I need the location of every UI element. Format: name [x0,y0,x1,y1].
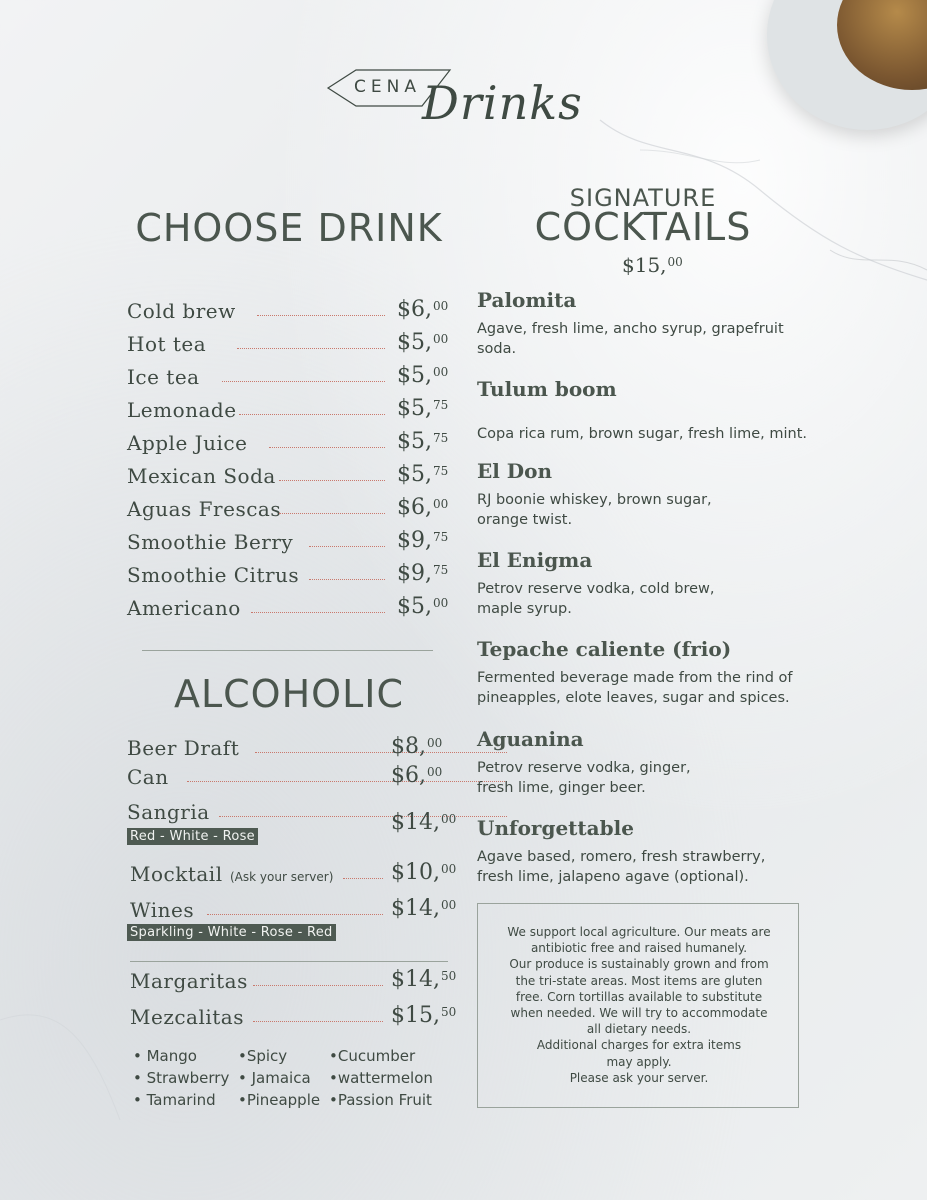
flavor-item: • Tamarind [133,1091,216,1109]
drink-row [127,431,450,461]
drink-row [127,530,450,560]
item-price: $6,00 [391,763,443,788]
cocktail-description: Copa rica rum, brown sugar, fresh lime, mint. [477,426,808,442]
item-price: $5,00 [397,330,449,355]
item-name: Margaritas [130,969,248,993]
info-line: Our produce is sustainably grown and from [509,957,769,972]
item-name: Aguas Frescas [127,497,282,521]
item-name: Smoothie Citrus [127,563,300,587]
flavor-item: •Pineapple [238,1091,321,1109]
item-name: Lemonade [127,398,237,422]
alcohol-divider [130,961,448,962]
cocktail-description: Petrov reserve vodka, cold brew, maple syrup. [477,581,715,617]
alcohol-row-mezcalitas [127,1003,457,1035]
logo-brand: CENA [354,77,421,97]
cocktail-description: Agave, fresh lime, ancho syrup, grapefruit soda. [477,321,784,357]
drink-row [127,332,450,362]
cocktail-name: Tulum boom [477,377,617,401]
item-price: $14,50 [391,967,457,992]
item-price: $10,00 [391,860,457,885]
alcohol-row-beer-draft [127,736,450,766]
drink-row [127,596,450,626]
item-name: Can [127,765,169,789]
flavor-item: •Cucumber [329,1047,416,1065]
info-line: free. Corn tortillas available to substitute [515,989,763,1004]
info-line: may apply. [606,1054,672,1069]
item-name: Smoothie Berry [127,530,294,554]
item-name: Ice tea [127,365,200,389]
drink-row [127,497,450,527]
item-price: $8,00 [391,734,443,759]
sourcing-info-text [498,924,780,1086]
item-price: $14,00 [391,896,457,921]
item-price: $5,00 [397,594,449,619]
item-price: $15,50 [391,1003,457,1028]
leader-dots [207,914,383,915]
item-name: Mexican Soda [127,464,276,488]
drink-row [127,464,450,494]
item-price: $6,00 [397,297,449,322]
alcohol-row-sangria [127,800,457,835]
item-price: $6,00 [397,495,449,520]
wines-options-tag: Sparkling - White - Rose - Red [127,924,336,941]
logo [326,68,606,148]
alcohol-row-margaritas [127,967,457,999]
flavor-item: •wattermelon [329,1069,433,1087]
cocktail-description: Agave based, romero, fresh strawberry, fresh lime, jalapeno agave (optional). [477,849,766,885]
cocktail-name: Palomita [477,288,577,312]
plate-decoration [767,0,927,130]
leader-dots [309,546,385,547]
alcoholic-title: ALCOHOLIC [173,672,404,716]
cocktail-description: Petrov reserve vodka, ginger, fresh lime, ginger beer. [477,760,691,796]
info-line: antibiotic free and raised humanely. [530,941,748,956]
leader-dots [269,447,385,448]
leader-dots [255,752,507,753]
signature-title: COCKTAILS [534,205,752,249]
item-price: $5,75 [397,396,449,421]
flavor-item: •Passion Fruit [329,1091,432,1109]
flavor-item: • Jamaica [238,1069,311,1087]
mocktail-note: (Ask your server) [230,870,334,884]
info-line: Please ask your server. [569,1070,709,1085]
leader-dots [222,381,385,382]
leader-dots [309,579,385,580]
item-name: Beer Draft [127,736,240,760]
item-name: Americano [127,596,241,620]
item-price: $5,00 [397,363,449,388]
info-line: when needed. We will try to accommodate [510,1006,768,1021]
flavor-item: • Mango [133,1047,197,1065]
alcohol-row-can [127,765,450,795]
cocktail-name: Aguanina [477,727,584,751]
leader-dots [251,612,385,613]
item-name: Mezcalitas [130,1005,244,1029]
info-line: all dietary needs. [586,1022,692,1037]
item-price: $9,75 [397,561,449,586]
flavor-list [133,1047,453,1117]
info-line: Additional charges for extra items [536,1038,742,1053]
cocktail-name: El Don [477,459,553,483]
item-name: Hot tea [127,332,207,356]
leader-dots [343,878,383,879]
logo-script: Drinks [422,76,583,130]
item-name: Wines [130,898,195,922]
sourcing-info-box [477,903,799,1108]
leader-dots [237,348,385,349]
info-line: We support local agriculture. Our meats are [507,925,771,939]
item-name: Sangria [127,800,210,824]
drink-row [127,398,450,428]
item-price: $5,75 [397,462,449,487]
item-price: $14,00 [391,810,457,835]
leader-dots [187,781,507,782]
flavor-item: •Spicy [238,1047,288,1065]
leader-dots [219,816,507,817]
choose-drink-title: CHOOSE DRINK [135,206,443,250]
leader-dots [257,315,385,316]
drink-row [127,563,450,593]
item-name: Apple Juice [127,431,248,455]
signature-price: $15,00 [622,253,683,277]
leader-dots [279,480,385,481]
item-price: $9,75 [397,528,449,553]
flavor-item: • Strawberry [133,1069,230,1087]
info-line: the tri-state areas. Most items are gluten [515,973,763,988]
leader-dots [253,1021,383,1022]
item-price: $5,75 [397,429,449,454]
alcohol-row-mocktail [127,860,457,892]
cocktail-description: RJ boonie whiskey, brown sugar, orange twist. [477,492,712,528]
drink-row [127,299,450,329]
cocktail-name: Tepache caliente (frio) [477,637,732,661]
cocktail-name: Unforgettable [477,816,634,840]
leader-dots [239,414,385,415]
item-name: Mocktail [130,862,223,886]
drink-row [127,365,450,395]
signature-subtitle: SIGNATURE [569,184,717,212]
item-name: Cold brew [127,299,236,323]
cocktail-name: El Enigma [477,548,593,572]
sangria-options-tag: Red - White - Rose [127,828,258,845]
cocktail-description: Fermented beverage made from the rind of pineapples, elote leaves, sugar and spices. [477,670,793,706]
section-divider [142,650,433,651]
leader-dots [253,985,383,986]
leader-dots [279,513,385,514]
